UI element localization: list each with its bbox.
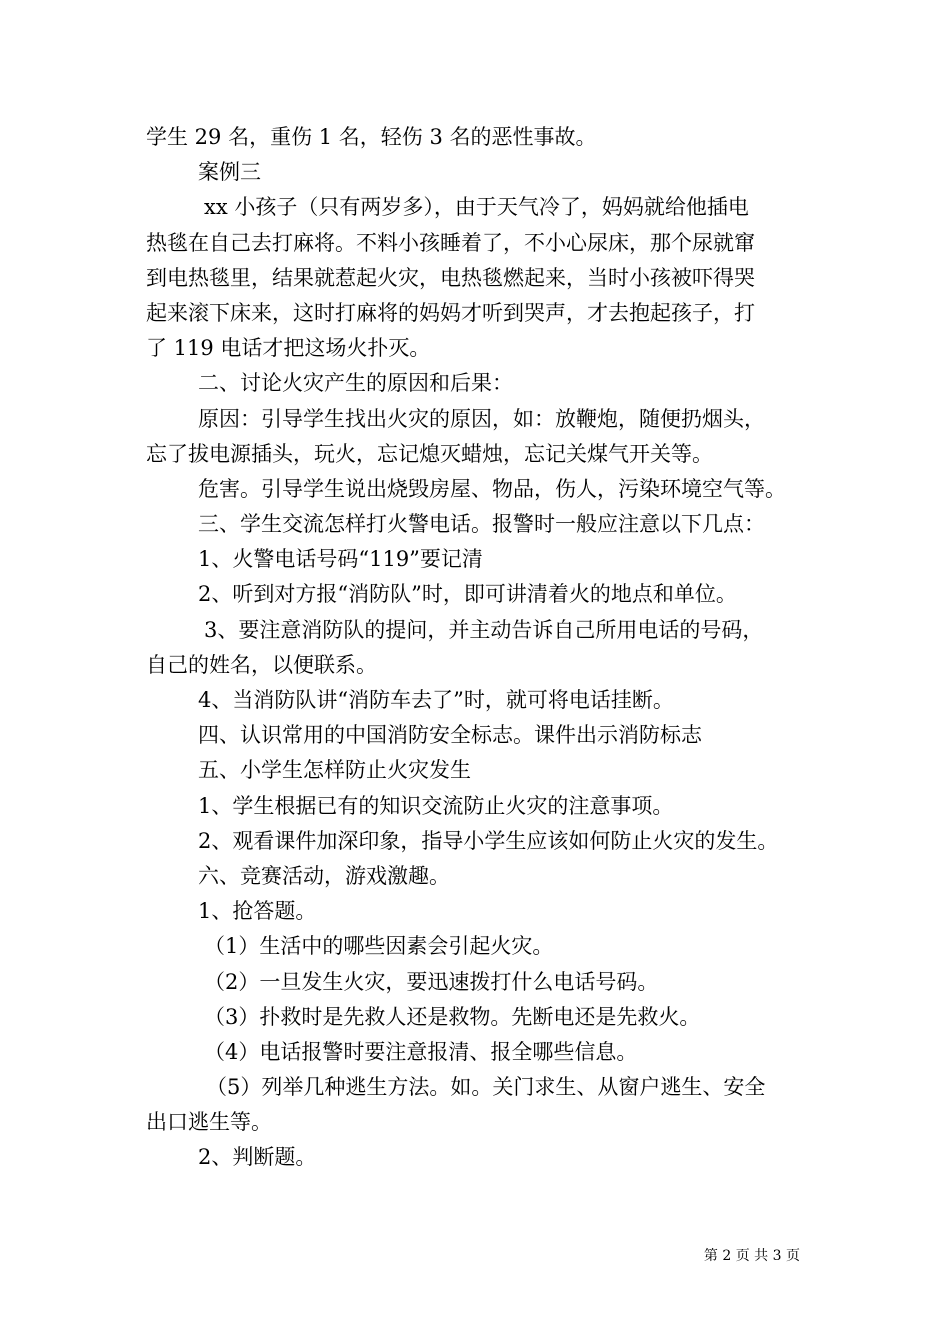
page-number: 第 2 页 共 3 页 [703,1248,800,1264]
list-item: 1、火警电话号码“119”要记清 [198,547,483,572]
text-line: 了 119 电话才把这场火扑灭。 [146,336,431,361]
list-item: 2、判断题。 [198,1145,317,1170]
list-item: 2、观看课件加深印象，指导小学生应该如何防止火灾的发生。 [198,828,779,853]
text-line: 热毯在自己去打麻将。不料小孩睡着了，不小心尿床，那个尿就窜 [146,230,755,255]
question-item: （1）生活中的哪些因素会引起火灾。 [204,934,554,959]
question-item: （3）扑救时是先救人还是救物。先断电还是先救火。 [204,1004,701,1029]
section-heading: 五、小学生怎样防止火灾发生 [198,758,471,783]
question-item: （2）一旦发生火灾，要迅速拨打什么电话号码。 [204,969,659,994]
list-item: 3、要注意消防队的提问，并主动告诉自己所用电话的号码， [204,617,764,642]
text-line: xx 小孩子（只有两岁多），由于天气冷了，妈妈就给他插电 [204,195,749,220]
list-item: 2、听到对方报“消防队”时，即可讲清着火的地点和单位。 [198,582,737,607]
question-item: （5）列举几种逃生方法。如。关门求生、从窗户逃生、安全 [206,1075,766,1100]
section-heading: 案例三 [198,160,261,185]
text-line: 忘了拔电源插头，玩火，忘记熄灭蜡烛，忘记关煤气开关等。 [146,441,713,466]
text-line: 自己的姓名，以便联系。 [146,652,377,677]
section-heading: 三、学生交流怎样打火警电话。报警时一般应注意以下几点： [198,512,765,537]
question-item: （4）电话报警时要注意报清、报全哪些信息。 [204,1039,638,1064]
text-line: 出口逃生等。 [146,1110,272,1135]
section-heading: 二、讨论火灾产生的原因和后果： [198,371,513,396]
list-item: 1、抢答题。 [198,899,317,924]
text-line: 学生 29 名，重伤 1 名，轻伤 3 名的恶性事故。 [146,125,597,149]
section-heading: 六、竞赛活动，游戏激趣。 [198,863,450,888]
section-heading: 四、认识常用的中国消防安全标志。课件出示消防标志 [198,723,702,748]
text-line: 危害。引导学生说出烧毁房屋、物品，伤人，污染环境空气等。 [198,476,786,501]
list-item: 4、当消防队讲“消防车去了”时，就可将电话挂断。 [198,688,674,712]
text-line: 原因：引导学生找出火灾的原因，如：放鞭炮，随便扔烟头， [198,406,765,431]
text-line: 起来滚下床来，这时打麻将的妈妈才听到哭声，才去抱起孩子，打 [146,300,755,325]
text-line: 到电热毯里，结果就惹起火灾，电热毯燃起来，当时小孩被吓得哭 [146,265,755,290]
list-item: 1、学生根据已有的知识交流防止火灾的注意事项。 [198,793,674,818]
document-body [146,120,816,1176]
